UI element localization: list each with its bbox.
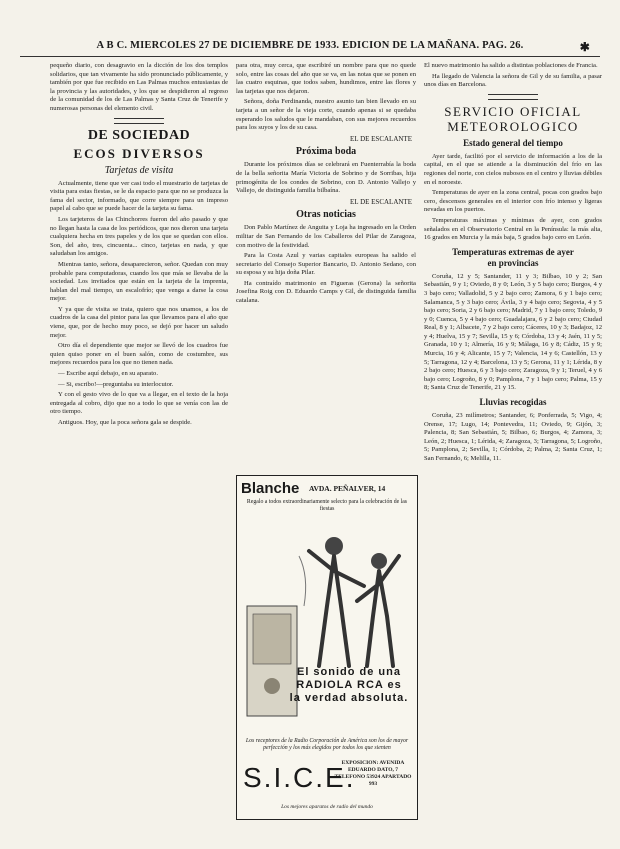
article-paragraph: — Si, escribo!—preguntaba su interlocutor. <box>58 380 174 388</box>
article-paragraph: Otro día el dependiente que mejor se llevó de los cuadros fue quien quiso poner en el buen salón, como de costumbre, sus mejores recuerdos para los que no tienen nada. <box>50 342 228 367</box>
ad-rca-text: Los receptores de la Radio Corporación de América son los de mayor perfección y los más elegidos por todos los que sienten <box>245 738 409 751</box>
article-paragraph: Señora, doña Ferdinanda, nuestro asunto tan bien llevado en su tarjeta a un señor de la vieja corte, cuando apenas si se quedaba esperando los saludos que le mandaban, con sus mejores recuerdos para los suyos y los de su casa. <box>236 98 416 132</box>
boda-heading: Próxima boda <box>295 146 357 158</box>
otras-paragraph: Para la Costa Azul y varias capitales europeas ha salido el secretario del Consejo Superior Bancario, D. Antonio Sedano, con su esposa y su hija doña Pilar. <box>236 252 416 277</box>
article-paragraph: Y con el gesto vivo de lo que va a llegar, en el texto de la hoja entregada al cobro, dijo que no a todo lo que se venía con las de otro tiempo. <box>50 391 228 416</box>
article-paragraph: para otra, muy cerca, que escribiré un nombre para que no quede solo, entre las cosas del año que se va, en las notas que se ponen en las cuatro esquinas, que todos saben, hundimos, entre las flores y las tarjetas que nos dejaron. <box>236 62 416 95</box>
ad-brand: Blanche <box>241 480 300 497</box>
tarjetas-subtitle: Tarjetas de visita <box>104 164 174 176</box>
page-header <box>20 40 600 57</box>
temperatures-paragraph: Coruña, 12 y 5; Santander, 11 y 3; Bilbao, 10 y 2; San Sebastián, 9 y 1; Oviedo, 8 y 0; León, 3 y 5 bajo cero; Burgos, 4 y 3 bajo cero; Valladolid, 5 y 2 bajo cero; Zamora, 6 y 1 bajo cero; Salamanca, 5 y 3 bajo cero; Ávila, 3 y 4 bajo cero; Segovia, 4 y 5 bajo cero; Soria, 2 y 6 bajo cero; Madrid, 7 y 1 bajo cero; Toledo, 9 y 0; Cuenca, 5 y 4 bajo cero; Guadalajara, 6 y 2 bajo cero; Ciudad Real, 8 y 1; Albacete, 7 y 2 bajo cero; Cáceres, 10 y 3; Badajoz, 12 y 4; Huelva, 15 y 7; Sevilla, 15 y 6; Córdoba, 13 y 4; Jaén, 11 y 5; Granada, 10 y 1; Almería, 16 y 9; Málaga, 16 y 8; Cádiz, 15 y 9; Murcia, 16 y 4; Alicante, 15 y 7; Valencia, 14 y 6; Castellón, 13 y 5; Tarragona, 12 y 4; Barcelona, 13 y 5; Gerona, 11 y 1; Lérida, 8 y 2 bajo cero; Huesca, 6 y 3 bajo cero; Zaragoza, 9 y 1; Teruel, 4 y 6 bajo cero; Logroño, 8 y 0; Pamplona, 7 y 1 bajo cero; Palma, 15 y 8; Santa Cruz de Tenerife, 21 y 15. <box>424 272 602 392</box>
lluvias-heading: Lluvias recogidas <box>479 397 547 408</box>
ecos-title: ECOS DIVERSOS <box>73 145 205 161</box>
article-paragraph: Ha llegado de Valencia la señora de Gil y de su familia, a pasar unos días en Barcelona. <box>424 72 602 89</box>
header-title: A B C. MIERCOLES 27 DE DICIEMBRE DE 1933. EDICION DE LA MAÑANA. PAG. 26. <box>96 40 524 51</box>
weather-paragraph: Temperaturas máximas y mínimas de ayer, con grados señalados en el Observatorio Central en la Península: la más alta, 16 grados en Murcia y la más baja, 5 grados bajo cero en León. <box>424 216 602 242</box>
article-paragraph: Mientras tanto, señora, desaparecieron, señor. Quedan con muy probable para computadoras, cuando los que más se llevaba de la sociedad. Los invitados que están en la tarjeta de la imprenta, hablan del mal tiempo, un escalofrío; que venga a darse la cosa mejor. <box>50 260 228 303</box>
otras-heading: Otras noticias <box>296 209 356 221</box>
signature: EL DE ESCALANTE <box>350 197 412 206</box>
extremas-heading: Temperaturas extremas de ayer <box>452 246 574 257</box>
ad-sice-logo: S.I.C.E. <box>243 762 356 793</box>
otras-paragraph: Don Pablo Martínez de Anguita y Loja ha ingresado en la Orden militar de San Fernando de los Caballeros del Pilar de Zaragoza, con motivo de la festividad. <box>236 224 416 249</box>
provincias-heading: en provincias <box>487 257 539 268</box>
header-star: ✱ <box>579 40 590 54</box>
meteorologico-title: METEOROLOGICO <box>447 118 579 134</box>
intro-paragraph: pequeño diario, con desagravio en la dicción de los dos templos solidarios, que tan vivamente ha sido pronunciado públicamente, y también por que fue recibido en Las Palmas muchos entusiastas de la provincia y las autoridades, y los que se despidieron al regreso de la comunidad de los de Las Palmas y Santa Cruz de Tenerife y numerosas personas del elemento civil. <box>50 62 228 112</box>
article-paragraph: Actualmente, tiene que ver casi todo el muestrario de tarjetas de visita para estas fiestas, se le da espacio para que no se produzca la fama del sector, informado, que corre siempre para un impreso papel al cabo que se puede hacer de la tarjeta su fama. <box>50 179 228 213</box>
ad-address: AVDA. PEÑALVER, 14 <box>309 484 386 493</box>
article-paragraph: Y ya que de visita se trata, quiero que nos unamos, a los de cuadros de la casa del pintor para las que llevamos para el año que viene, que, por de hecho muy poco, se dejó por hacer un saludo mejor. <box>50 305 228 339</box>
column-2 <box>236 62 416 472</box>
column-3 <box>424 62 602 837</box>
weather-paragraph: Temperaturas de ayer en la zona central, pocas con grados bajo cero, descensos generales en el interior con frío intenso y ligeras nevadas en los puertos. <box>424 189 602 214</box>
weather-paragraph: Ayer tarde, facilitó por el servicio de información a los de la capital, en el que se atiende a la disminución del frío en las regiones del norte, con cielos nubosos en el centro y lluvias débiles en el noroeste. <box>424 152 602 186</box>
article-paragraph: — Escribe aquí debajo, en su aparato. <box>58 370 158 378</box>
boda-paragraph: Durante los próximos días se celebrará en Fuenterrabía la boda de la bella señorita María Victoria de Sobrino y de Sorribas, hija primogénita de los condes de Sobrino, con D. Antonio Vallejo y Vallejo, de distinguida familia bilbaína. <box>236 161 416 195</box>
ad-subline: Regalo a todos extraordinariamente selecto para la celebración de las fiestas <box>246 499 408 512</box>
article-paragraph: Los tarjeteros de las Chinchorres fueron del año pasado y que no llegan hasta la casa de los periódicos, que nos dieron una tarjeta cualquiera hecha en tres papeles y de los que se quedan con ellos. Son, del año, tres, cincuenta... cinco, tarjetas en nada, y que saludaban los amigos. <box>50 215 228 258</box>
estado-heading: Estado general del tiempo <box>463 137 563 148</box>
article-paragraph: Antiguos. Hoy, que la poca señora gala se despide. <box>58 419 192 426</box>
signature: EL DE ESCALANTE <box>350 134 412 143</box>
ad-footer: Los mejores aparatos de radio del mundo <box>281 804 373 810</box>
rainfall-paragraph: Coruña, 23 milímetros; Santander, 6; Ponferrada, 5; Vigo, 4; Orense, 17; Lugo, 14; Pontevedra, 11; Oviedo, 9; Gijón, 3; Palencia, 8; San Sebastián, 5; Bilbao, 6; Burgos, 4; Zamora, 3; León, 2; Huesca, 1; Lérida, 4; Zaragoza, 3; Tarragona, 5; Logroño, 5; Pamplona, 2; Sevilla, 1; Córdoba, 2; Palma, 2; Santa Cruz, 1; San Fernando, 6; Melilla, 11. <box>424 412 602 462</box>
blanche-advertisement <box>236 475 418 820</box>
ad-slogan: El sonido de una RADIOLA RCA es la verdad absoluta. <box>289 666 409 704</box>
otras-paragraph: Ha contraído matrimonio en Figueras (Gerona) la señorita Josefina Roig con D. Eduardo Camps y Gil, de distinguida familia catalana. <box>236 279 416 305</box>
society-title: DE SOCIEDAD <box>87 127 191 143</box>
servicio-title: SERVICIO OFICIAL <box>444 103 582 119</box>
section-rule <box>488 94 538 100</box>
ad-exposicion: EXPOSICION: AVENIDA EDUARDO DATO, 7 TELEFONO 53924 APARTADO 993 <box>334 760 412 787</box>
section-rule <box>114 118 164 124</box>
article-paragraph: El nuevo matrimonio ha salido a distintas poblaciones de Francia. <box>424 62 598 69</box>
column-1 <box>50 62 228 837</box>
